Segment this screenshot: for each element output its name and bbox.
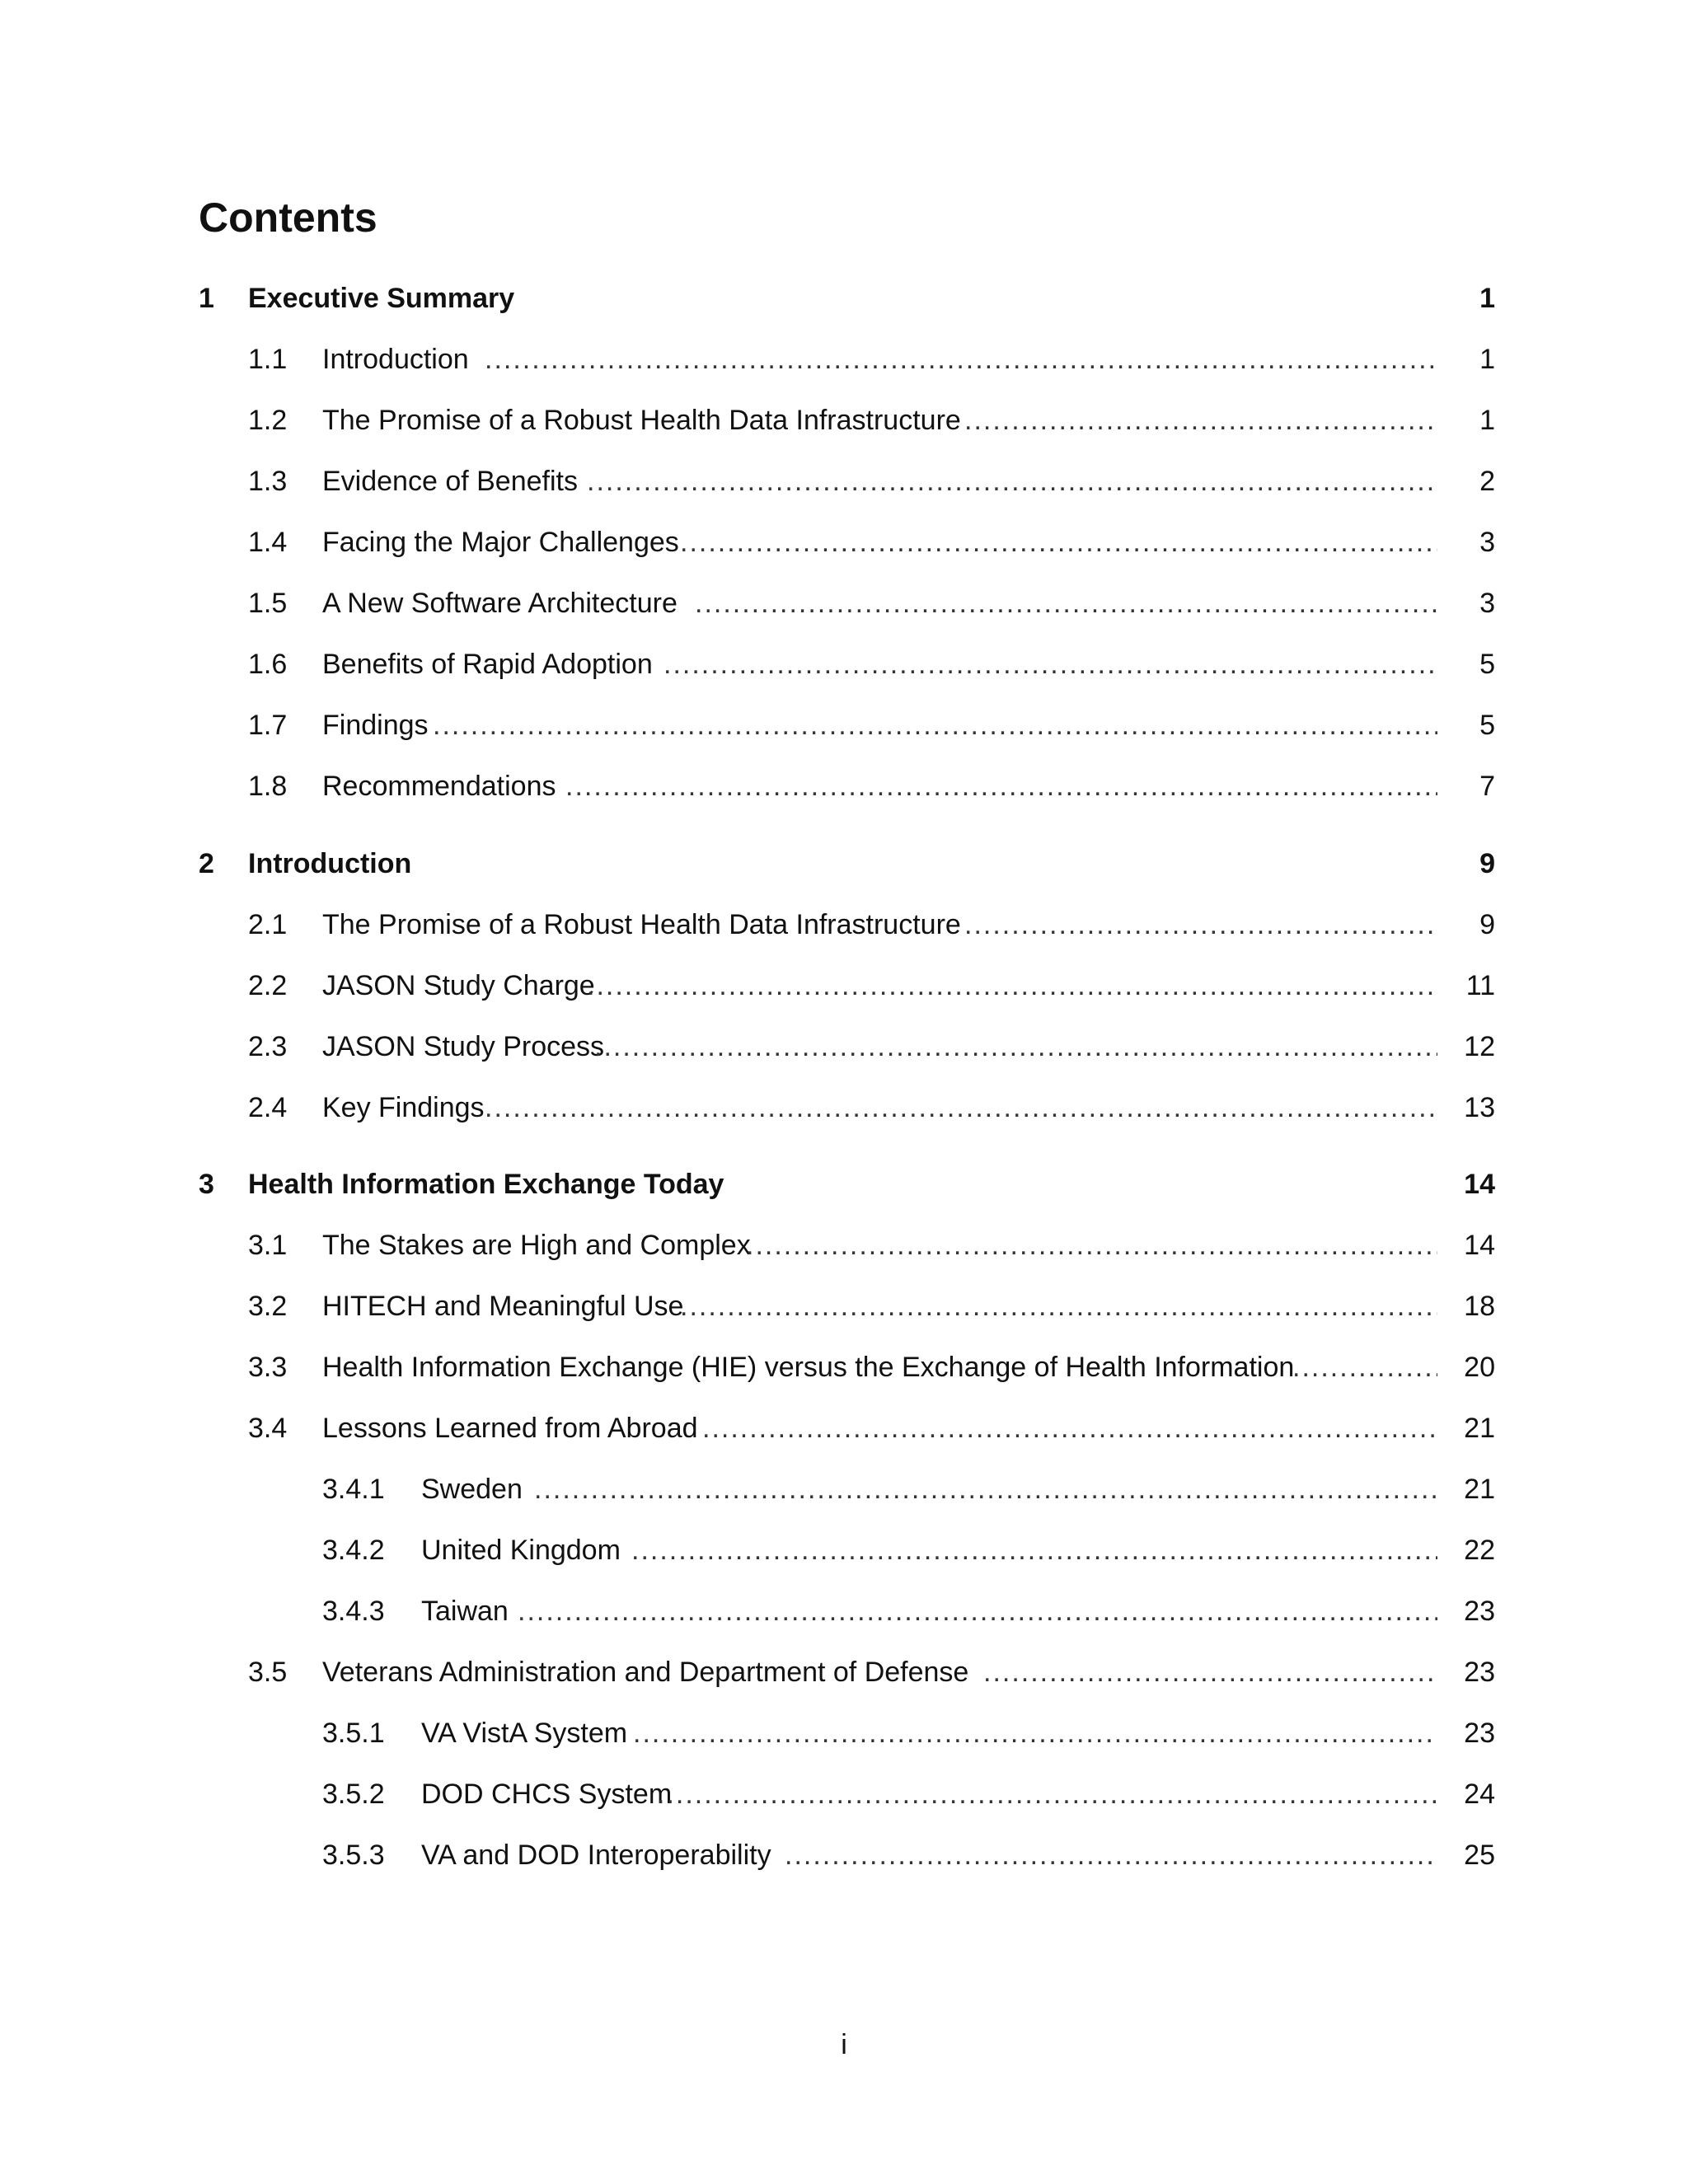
toc-entry-page: 14 (1464, 1230, 1495, 1261)
page-number: i (841, 2029, 847, 2060)
toc-entry-title: HITECH and Meaningful Use (322, 1291, 684, 1322)
toc-entry-number: 3.1 (248, 1230, 288, 1261)
toc-entry[interactable] (0, 1286, 1688, 1327)
dot-leader (695, 583, 1437, 624)
toc-entry[interactable] (0, 400, 1688, 441)
toc-entry-page: 21 (1464, 1474, 1495, 1505)
toc-title: Contents (199, 194, 377, 241)
dot-leader (485, 1087, 1437, 1128)
toc-entry-page: 1 (1479, 283, 1495, 314)
toc-entry[interactable] (0, 705, 1688, 746)
toc-entry-page: 23 (1464, 1657, 1495, 1688)
toc-entry[interactable] (0, 1713, 1688, 1754)
toc-entry[interactable] (0, 1408, 1688, 1449)
toc-entry-number: 3.5.1 (322, 1718, 385, 1749)
toc-entry-page: 20 (1464, 1352, 1495, 1383)
toc-entry[interactable] (0, 843, 1688, 884)
toc-entry-number: 3.4 (248, 1413, 288, 1444)
toc-entry[interactable] (0, 1026, 1688, 1067)
toc-entry-page: 18 (1464, 1291, 1495, 1322)
dot-leader (565, 766, 1437, 807)
toc-entry-number: 3.5 (248, 1657, 288, 1688)
toc-entry-page: 2 (1479, 466, 1495, 497)
toc-entry-title: Evidence of Benefits (322, 466, 578, 497)
toc-entry-number: 1.5 (248, 588, 288, 619)
dot-leader (433, 705, 1437, 746)
toc-entry-title: United Kingdom (421, 1535, 621, 1566)
toc-entry-number: 3.4.2 (322, 1535, 385, 1566)
toc-entry-page: 5 (1479, 710, 1495, 741)
toc-entry-number: 2.1 (248, 909, 288, 940)
toc-entry-number: 1.8 (248, 771, 288, 802)
toc-entry-title: Taiwan (421, 1596, 509, 1627)
dot-leader (587, 965, 1437, 1006)
toc-entry[interactable] (0, 1835, 1688, 1876)
toc-entry-page: 9 (1479, 848, 1495, 879)
toc-entry-page: 14 (1464, 1169, 1495, 1200)
toc-entry[interactable] (0, 583, 1688, 624)
toc-entry-title: Veterans Administration and Department of Defense (322, 1657, 969, 1688)
toc-entry[interactable] (0, 904, 1688, 945)
toc-entry-title: A New Software Architecture (322, 588, 678, 619)
dot-leader (785, 1835, 1437, 1876)
toc-entry-number: 3.4.1 (322, 1474, 385, 1505)
dot-leader (633, 1713, 1437, 1754)
toc-entry-title: JASON Study Process (322, 1031, 605, 1062)
toc-entry[interactable] (0, 278, 1688, 319)
toc-entry-page: 1 (1479, 344, 1495, 375)
toc-entry[interactable] (0, 1591, 1688, 1632)
toc-entry[interactable] (0, 766, 1688, 807)
toc-entry-page: 5 (1479, 649, 1495, 680)
toc-entry-number: 2.4 (248, 1092, 288, 1123)
toc-entry-page: 7 (1479, 771, 1495, 802)
toc-entry-page: 3 (1479, 588, 1495, 619)
toc-entry-title: Introduction (322, 344, 469, 375)
toc-entry-page: 22 (1464, 1535, 1495, 1566)
toc-entry-page: 24 (1464, 1779, 1495, 1810)
toc-entry-title: Executive Summary (248, 283, 515, 314)
toc-entry-title: JASON Study Charge (322, 970, 595, 1001)
dot-leader (631, 1530, 1437, 1571)
dot-leader (594, 1026, 1437, 1067)
toc-entry-number: 1.1 (248, 344, 288, 375)
toc-entry-number: 1.6 (248, 649, 288, 680)
toc-entry[interactable] (0, 1164, 1688, 1205)
toc-entry-number: 3 (199, 1169, 214, 1200)
toc-entry[interactable] (0, 461, 1688, 502)
toc-entry-title: Introduction (248, 848, 412, 879)
toc-entry-page: 21 (1464, 1413, 1495, 1444)
toc-entry-number: 1.4 (248, 527, 288, 558)
toc-entry-title: Health Information Exchange (HIE) versus the Exchange of Health Information (322, 1352, 1295, 1383)
dot-leader (746, 1225, 1437, 1266)
toc-entry-number: 3.5.2 (322, 1779, 385, 1810)
toc-entry-title: Sweden (421, 1474, 523, 1505)
toc-entry-title: DOD CHCS System (421, 1779, 673, 1810)
dot-leader (518, 1591, 1437, 1632)
toc-entry-title: Health Information Exchange Today (248, 1169, 724, 1200)
toc-entry-number: 1 (199, 283, 214, 314)
toc-entry-page: 3 (1479, 527, 1495, 558)
toc-entry[interactable] (0, 1469, 1688, 1510)
toc-entry[interactable] (0, 1530, 1688, 1571)
toc-entry-title: Facing the Major Challenges (322, 527, 679, 558)
toc-entry-number: 2 (199, 848, 214, 879)
toc-entry[interactable] (0, 339, 1688, 380)
toc-entry-number: 3.5.3 (322, 1840, 385, 1871)
toc-entry[interactable] (0, 1087, 1688, 1128)
toc-entry[interactable] (0, 644, 1688, 685)
dot-leader (680, 1286, 1437, 1327)
dot-leader (663, 644, 1437, 685)
toc-entry-number: 2.2 (248, 970, 288, 1001)
toc-entry-page: 9 (1479, 909, 1495, 940)
dot-leader (534, 1469, 1437, 1510)
toc-entry-page: 11 (1465, 970, 1495, 1001)
dot-leader (587, 461, 1437, 502)
toc-entry-number: 3.2 (248, 1291, 288, 1322)
toc-entry-title: The Stakes are High and Complex (322, 1230, 751, 1261)
toc-entry[interactable] (0, 1347, 1688, 1388)
toc-entry-title: Findings (322, 710, 429, 741)
toc-entry[interactable] (0, 1225, 1688, 1266)
dot-leader (964, 904, 1437, 945)
toc-entry-title: Key Findings (322, 1092, 485, 1123)
toc-entry-number: 1.7 (248, 710, 288, 741)
toc-entry[interactable] (0, 965, 1688, 1006)
dot-leader (485, 339, 1437, 380)
toc-entry-title: The Promise of a Robust Health Data Infrastructure (322, 909, 961, 940)
toc-entry-page: 1 (1479, 405, 1495, 436)
dot-leader (964, 400, 1437, 441)
toc-entry-page: 23 (1464, 1718, 1495, 1749)
toc-entry-title: VA VistA System (421, 1718, 628, 1749)
dot-leader (657, 1774, 1437, 1815)
toc-entry[interactable] (0, 1774, 1688, 1815)
toc-entry-page: 12 (1464, 1031, 1495, 1062)
toc-entry-title: Recommendations (322, 771, 556, 802)
toc-entry-page: 23 (1464, 1596, 1495, 1627)
toc-entry-number: 1.2 (248, 405, 288, 436)
dot-leader (680, 522, 1437, 563)
toc-entry-title: VA and DOD Interoperability (421, 1840, 771, 1871)
toc-entry-title: The Promise of a Robust Health Data Infrastructure (322, 405, 961, 436)
dot-leader (983, 1652, 1437, 1693)
toc-entry-number: 3.4.3 (322, 1596, 385, 1627)
toc-entry-number: 2.3 (248, 1031, 288, 1062)
toc-entry-number: 3.3 (248, 1352, 288, 1383)
toc-entry-title: Lessons Learned from Abroad (322, 1413, 698, 1444)
toc-entry[interactable] (0, 1652, 1688, 1693)
dot-leader (1292, 1347, 1437, 1388)
toc-entry-page: 13 (1464, 1092, 1495, 1123)
toc-entry[interactable] (0, 522, 1688, 563)
toc-entry-number: 1.3 (248, 466, 288, 497)
toc-entry-page: 25 (1464, 1840, 1495, 1871)
dot-leader (702, 1408, 1437, 1449)
toc-entry-title: Benefits of Rapid Adoption (322, 649, 653, 680)
